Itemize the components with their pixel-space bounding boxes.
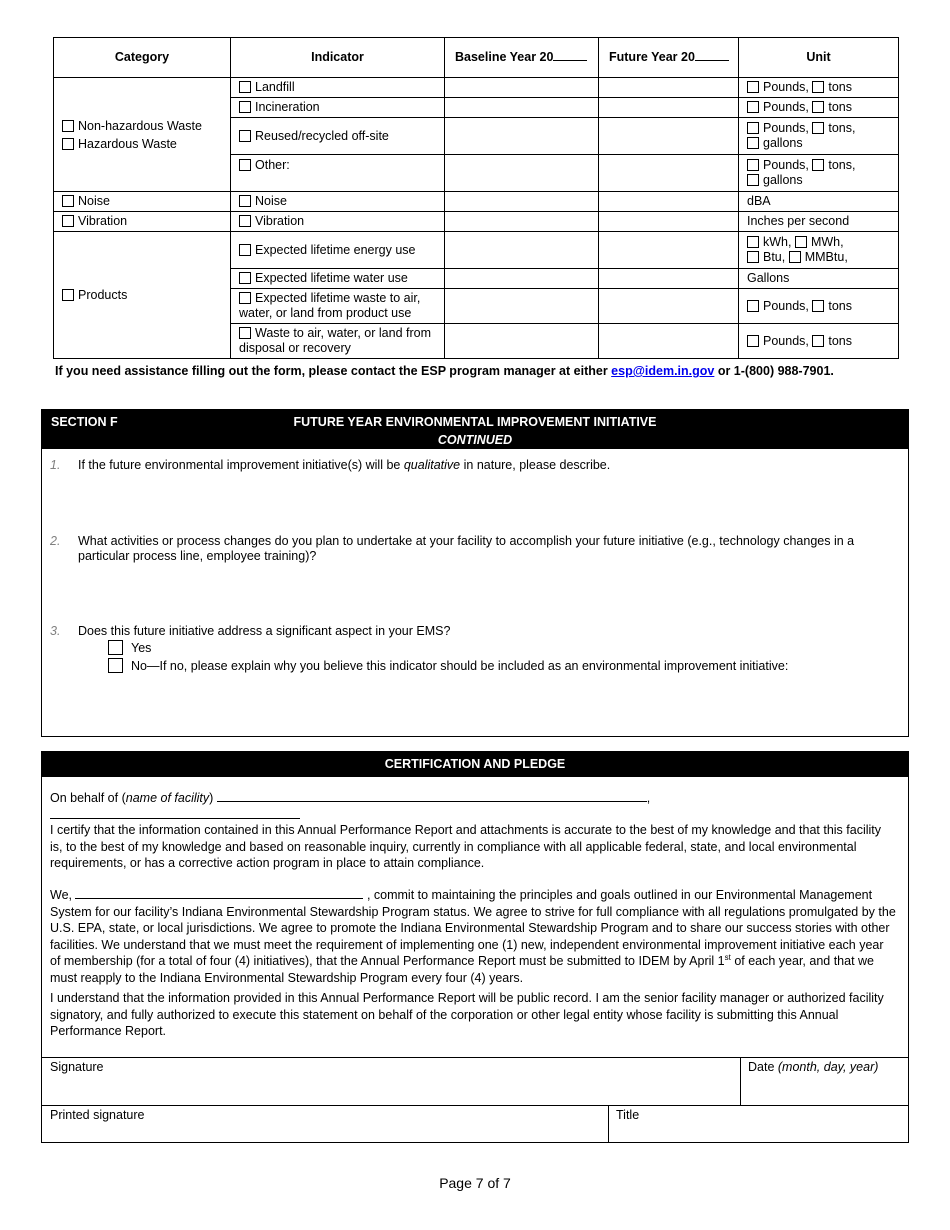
printed-signature-row [42,1105,908,1142]
checkbox-noise[interactable] [239,195,251,207]
baseline-cell[interactable] [445,212,599,232]
unit-cell: Pounds, tons [739,289,899,324]
future-cell[interactable] [599,212,739,232]
checkbox-reused-recycled[interactable] [239,130,251,142]
facility-name-input[interactable] [217,790,647,802]
pledge-name-input[interactable] [75,887,363,899]
checkbox-pounds[interactable] [747,81,759,93]
question-2: 2. What activities or process changes do you plan to undertake at your facility to accomplish your future initiative (e.g., technology changes in a particular process line, employee training)? [50,534,855,563]
checkbox-btu[interactable] [747,251,759,263]
unit-cell: Gallons [739,269,899,289]
checkbox-noise-category[interactable] [62,195,74,207]
page-number: Page 7 of 7 [439,1175,511,1191]
indicator-cell: Vibration [231,212,445,232]
header-unit: Unit [739,38,899,78]
vibration-category-cell: Vibration [54,212,231,232]
baseline-cell[interactable] [445,232,599,269]
future-cell[interactable] [599,98,739,118]
table-row [54,192,899,212]
certification-section [41,751,909,1143]
future-cell[interactable] [599,232,739,269]
indicator-cell: Noise [231,192,445,212]
checkbox-tons[interactable] [812,122,824,134]
checkbox-pounds[interactable] [747,101,759,113]
baseline-cell[interactable] [445,324,599,359]
checkbox-tons[interactable] [812,335,824,347]
checkbox-energy-use[interactable] [239,244,251,256]
header-baseline: Baseline Year 20 [445,38,599,78]
baseline-cell[interactable] [445,192,599,212]
question-3: 3. Does this future initiative address a significant aspect in your EMS? [50,624,451,638]
indicator-cell: Expected lifetime energy use [231,232,445,269]
checkbox-tons[interactable] [812,300,824,312]
future-cell[interactable] [599,324,739,359]
unit-cell: Pounds, tons, gallons [739,118,899,155]
checkbox-products[interactable] [62,289,74,301]
table-row [54,212,899,232]
certification-header [42,752,908,777]
header-indicator: Indicator [231,38,445,78]
future-cell[interactable] [599,289,739,324]
checkbox-other[interactable] [239,159,251,171]
unit-cell: Pounds, tons, gallons [739,155,899,192]
question-1: 1. If the future environmental improvement initiative(s) will be qualitative in nature, please describe. [50,458,611,472]
indicator-table [53,37,899,359]
checkbox-incineration[interactable] [239,101,251,113]
unit-cell: Pounds, tons [739,78,899,98]
indicator-cell: Other: [231,155,445,192]
checkbox-hazardous[interactable] [62,138,74,150]
checkbox-pounds[interactable] [747,300,759,312]
checkbox-water-use[interactable] [239,272,251,284]
checkbox-kwh[interactable] [747,236,759,248]
title-field[interactable]: Title [616,1108,640,1122]
table-row [54,78,899,98]
checkbox-mmbtu[interactable] [789,251,801,263]
checkbox-yes[interactable] [108,640,123,655]
section-title: FUTURE YEAR ENVIRONMENTAL IMPROVEMENT INITIATIVE [293,415,657,429]
checkbox-pounds[interactable] [747,122,759,134]
checkbox-vibration[interactable] [239,215,251,227]
esp-email-link[interactable]: esp@idem.in.gov [611,364,715,378]
certify-paragraph: I certify that the information contained in this Annual Performance Report and attachments is accurate to the best of my knowledge and that this facility is, to the best of my knowledge and based on reasonable inquiry, currently in compliance with all applicable federal, state, and local environmental requirements, or has a corrective action program in place to attain compliance. [50,823,882,870]
option-yes[interactable]: Yes [108,640,151,657]
indicator-cell: Incineration [231,98,445,118]
section-f [41,409,909,737]
indicator-cell: Landfill [231,78,445,98]
certification-title: CERTIFICATION AND PLEDGE [384,757,566,771]
table-row [54,232,899,269]
checkbox-waste-disposal[interactable] [239,327,251,339]
date-field[interactable]: Date (month, day, year) [748,1060,879,1074]
header-category: Category [54,38,231,78]
checkbox-mwh[interactable] [795,236,807,248]
unit-cell: Pounds, tons [739,324,899,359]
checkbox-tons[interactable] [812,159,824,171]
unit-cell: Inches per second [739,212,899,232]
checkbox-waste-product-use[interactable] [239,292,251,304]
indicator-cell: Expected lifetime water use [231,269,445,289]
signature-field[interactable]: Signature [50,1060,104,1074]
checkbox-vibration-category[interactable] [62,215,74,227]
header-future: Future Year 20 [599,38,739,78]
products-category-cell: Products [54,232,231,359]
baseline-cell[interactable] [445,289,599,324]
unit-cell: Pounds, tons [739,98,899,118]
baseline-cell[interactable] [445,118,599,155]
section-subtitle: CONTINUED [437,433,513,447]
future-cell[interactable] [599,269,739,289]
checkbox-gallons[interactable] [747,137,759,149]
printed-signature-field[interactable]: Printed signature [50,1108,145,1122]
checkbox-tons[interactable] [812,101,824,113]
checkbox-landfill[interactable] [239,81,251,93]
indicator-cell: Waste to air, water, or land from disposal or recovery [231,324,445,359]
checkbox-nonhazardous[interactable] [62,120,74,132]
checkbox-gallons[interactable] [747,174,759,186]
indicator-cell: Reused/recycled off-site [231,118,445,155]
unit-cell: kWh, MWh, Btu, MMBtu, [739,232,899,269]
facility-name-line: On behalf of (name of facility) , [50,790,896,823]
baseline-cell[interactable] [445,269,599,289]
waste-category-cell: Non-hazardous Waste Hazardous Waste [54,78,231,192]
baseline-cell[interactable] [445,155,599,192]
section-f-header [42,410,908,449]
future-cell[interactable] [599,118,739,155]
pledge-paragraph: We, , commit to maintaining the principles and goals outlined in our Environmental Management System for our facility’s Indiana Environmental Stewardship Program status. We agree to strive for full compliance with all regulations promulgated by the U.S. EPA, state, or local jurisdictions. We agree to promote the Indiana Environmental Stewardship Program and to share our success stories with other facilities. We understand that we must meet the requirement of implementing one (1) new, independent environmental improvement initiative each year of membership (for a total of four (4) initiatives), that the Annual Performance Report must be submitted to IDEM by April 1st of each year, and that we must reapply to the Indiana Environmental Stewardship Program every four (4) years. [50,888,896,985]
assistance-note: If you need assistance filling out the form, please contact the ESP program manager at either esp@idem.in.gov or 1-(800) 988-7901. [55,364,834,378]
baseline-cell[interactable] [445,98,599,118]
checkbox-pounds[interactable] [747,159,759,171]
public-record-paragraph: I understand that the information provided in this Annual Performance Report will be public record. I am the senior facility manager or authorized facility signatory, and fully authorized to execute this statement on behalf of the corporation or other legal entity whose facility is submitting this Annual Performance Report. [50,991,884,1038]
future-year-blank[interactable] [695,50,729,61]
option-no[interactable]: No—If no, please explain why you believe this indicator should be included as an environmental improvement initiative: [108,658,788,675]
checkbox-no[interactable] [108,658,123,673]
future-cell[interactable] [599,192,739,212]
section-label: SECTION F [51,415,118,429]
baseline-year-blank[interactable] [553,50,587,61]
checkbox-tons[interactable] [812,81,824,93]
baseline-cell[interactable] [445,78,599,98]
facility-name-input-continued[interactable] [50,807,300,819]
future-cell[interactable] [599,155,739,192]
checkbox-pounds[interactable] [747,335,759,347]
indicator-cell: Expected lifetime waste to air, water, or land from product use [231,289,445,324]
noise-category-cell: Noise [54,192,231,212]
table-header-row [54,38,899,78]
signature-row [42,1057,908,1105]
future-cell[interactable] [599,78,739,98]
unit-cell: dBA [739,192,899,212]
